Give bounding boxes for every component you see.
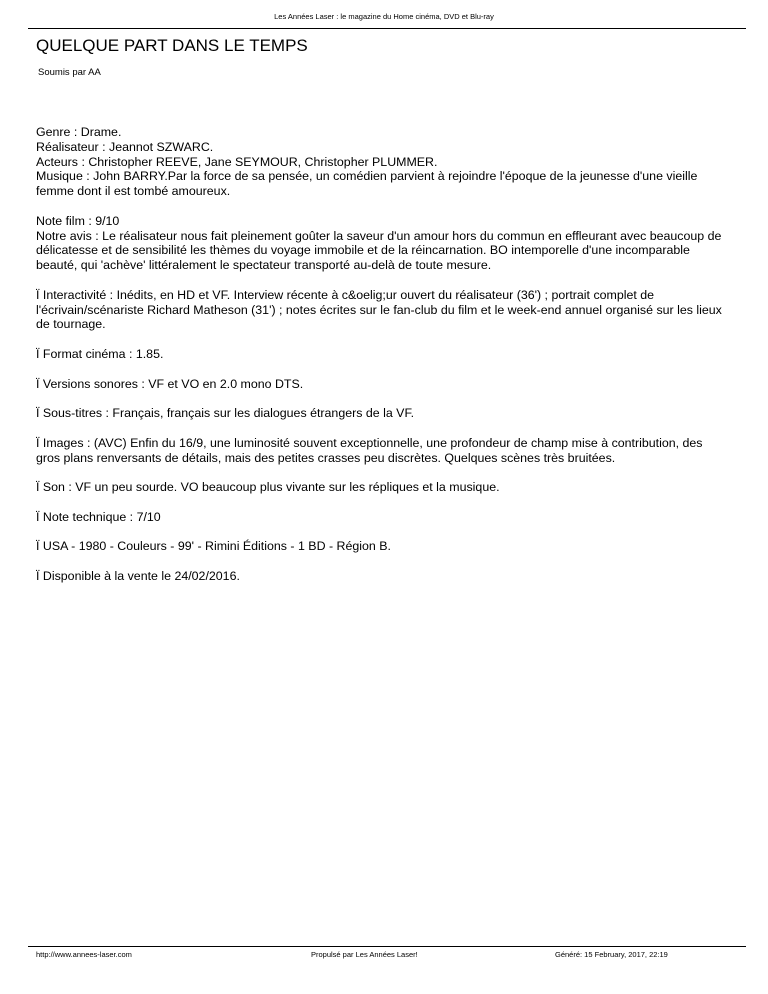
music-synopsis-line: Musique : John BARRY.Par la force de sa pensée, un comédien parvient à rejoindre l'époque de la jeunesse d'une vieille femme dont il est tombé amoureux. — [36, 169, 698, 199]
spec-subtitles: Ï Sous-titres : Français, français sur les dialogues étrangers de la VF. — [36, 406, 415, 421]
article-title: QUELQUE PART DANS LE TEMPS — [36, 36, 308, 55]
spec-audio: Ï Versions sonores : VF et VO en 2.0 mono DTS. — [36, 376, 304, 391]
director-line: Réalisateur : Jeannot SZWARC. — [36, 139, 214, 154]
film-rating: Note film : 9/10 — [36, 213, 120, 228]
article-body — [36, 125, 726, 599]
rating-block — [36, 214, 726, 273]
header-divider — [28, 28, 746, 29]
spec-sound: Ï Son : VF un peu sourde. VO beaucoup plus vivante sur les répliques et la musique. — [36, 480, 500, 495]
footer-site-url: http://www.annees-laser.com — [36, 950, 132, 959]
actors-line: Acteurs : Christopher REEVE, Jane SEYMOUR, Christopher PLUMMER. — [36, 154, 438, 169]
review-text: Notre avis : Le réalisateur nous fait pleinement goûter la saveur d'un amour hors du commun en effleurant avec beaucoup de délicatesse et de sensibilité les thèmes du voyage immobile et de la réincarnation. BO intemporelle d'une incomparable beauté, qui 'achève' littéralement le spectateur transporté au-delà de toute mesure. — [36, 228, 722, 273]
site-header: Les Années Laser : le magazine du Home cinéma, DVD et Blu-ray — [274, 12, 494, 21]
footer-divider — [28, 946, 746, 947]
article-author: Soumis par AA — [38, 67, 101, 78]
spec-interactivity: Ï Interactivité : Inédits, en HD et VF. Interview récente à c&oelig;ur ouvert du réalisateur (36') ; portrait complet de l'écrivain/scénariste Richard Matheson (31') ; notes écrites sur le fan-club du film et le week-end annuel organisé sur les lieux de tournage. — [36, 287, 722, 332]
spec-production: Ï USA - 1980 - Couleurs - 99' - Rimini Éditions - 1 BD - Région B. — [36, 539, 391, 554]
credits-block — [36, 125, 726, 199]
genre-line: Genre : Drame. — [36, 125, 122, 139]
spec-format: Ï Format cinéma : 1.85. — [36, 346, 164, 361]
footer-powered-by: Propulsé par Les Années Laser! — [311, 950, 418, 959]
spec-availability: Ï Disponible à la vente le 24/02/2016. — [36, 568, 240, 583]
spec-tech-note: Ï Note technique : 7/10 — [36, 509, 161, 524]
footer-generated-date: Généré: 15 February, 2017, 22:19 — [555, 950, 668, 959]
spec-images: Ï Images : (AVC) Enfin du 16/9, une luminosité souvent exceptionnelle, une profondeur de champ mise à contribution, des gros plans renversants de détails, mais des petites crasses peu discrètes. Quelques scènes très bruitées. — [36, 435, 703, 465]
